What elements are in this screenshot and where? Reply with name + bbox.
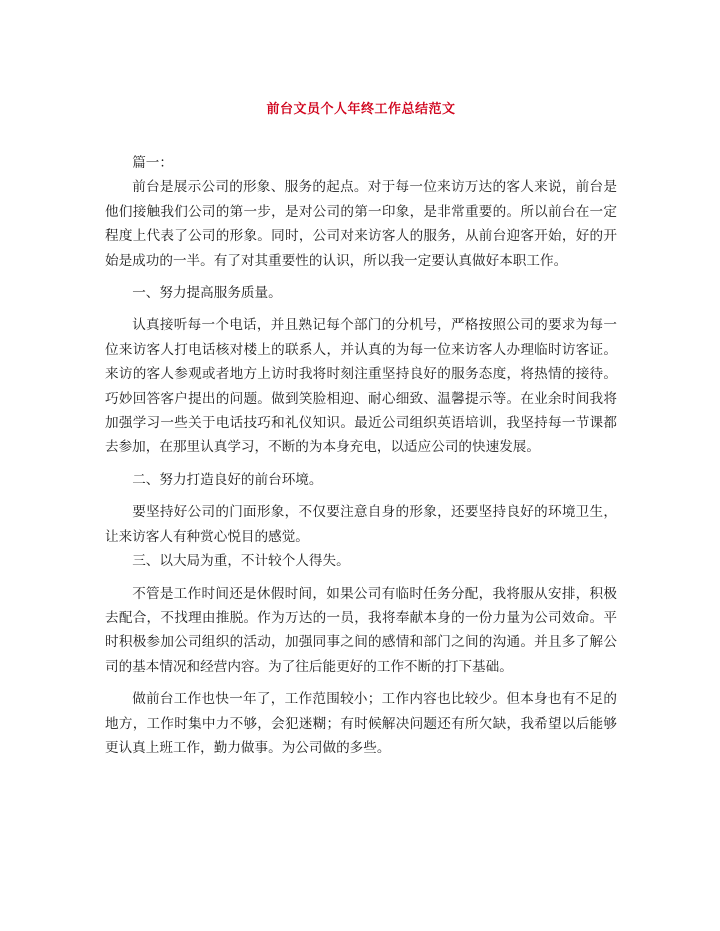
paragraph-intro: 前台是展示公司的形象、服务的起点。对于每一位来访万达的客人来说，前台是他们接触我们公司的第一步，是对公司的第一印象，是非常重要的。所以前台在一定程度上代表了公司的形象。同时，公司对来访客人的服务，从前台迎客开始，好的开始是成功的一半。有了对其重要性的认识，所以我一定要认真做好本职工作。 (105, 179, 617, 269)
heading-service-quality: 一、努力提高服务质量。 (132, 285, 282, 302)
paragraph-front-desk-environment: 要坚持好公司的门面形象，不仅要注意自身的形象，还要坚持良好的环境卫生，让来访客人有种赏心悦目的感觉。 (105, 504, 617, 545)
document-title: 前台文员个人年终工作总结范文 (266, 102, 456, 117)
document-body (105, 151, 617, 760)
heading-front-desk-environment: 二、努力打造良好的前台环境。 (132, 471, 323, 488)
paragraph-conclusion: 做前台工作也快一年了，工作范围较小；工作内容也比较少。但本身也有不足的地方，工作时集中力不够，会犯迷糊；有时候解决问题还有所欠缺，我希望以后能够更认真上班工作，勤力做事。为公司做的多些。 (105, 691, 617, 756)
paragraph-service-quality: 认真接听每一个电话，并且熟记每个部门的分机号，严格按照公司的要求为每一位来访客人打电话核对楼上的联系人，并认真的为每一位来访客人办理临时访客证。来访的客人参观或者地方上访时我将时刻注重坚持良好的服务态度，将热情的接待。巧妙回答客户提出的问题。做到笑脸相迎、耐心细致、温馨提示等。在业余时间我将加强学习一些关于电话技巧和礼仪知识。最近公司组织英语培训，我坚持每一节课都去参加，在那里认真学习，不断的为本身充电，以适应公司的快速发展。 (105, 317, 617, 456)
paragraph-overall-interest: 不管是工作时间还是休假时间，如果公司有临时任务分配，我将服从安排，积极去配合，不找理由推脱。作为万达的一员，我将奉献本身的一份力量为公司效命。平时积极参加公司组织的活动，加强同事之间的感情和部门之间的沟通。并且多了解公司的基本情况和经营内容。为了往后能更好的工作不断的打下基础。 (105, 585, 617, 675)
heading-overall-interest: 三、以大局为重，不计较个人得失。 (132, 553, 350, 570)
paragraph-section-label: 篇一： (132, 155, 173, 171)
